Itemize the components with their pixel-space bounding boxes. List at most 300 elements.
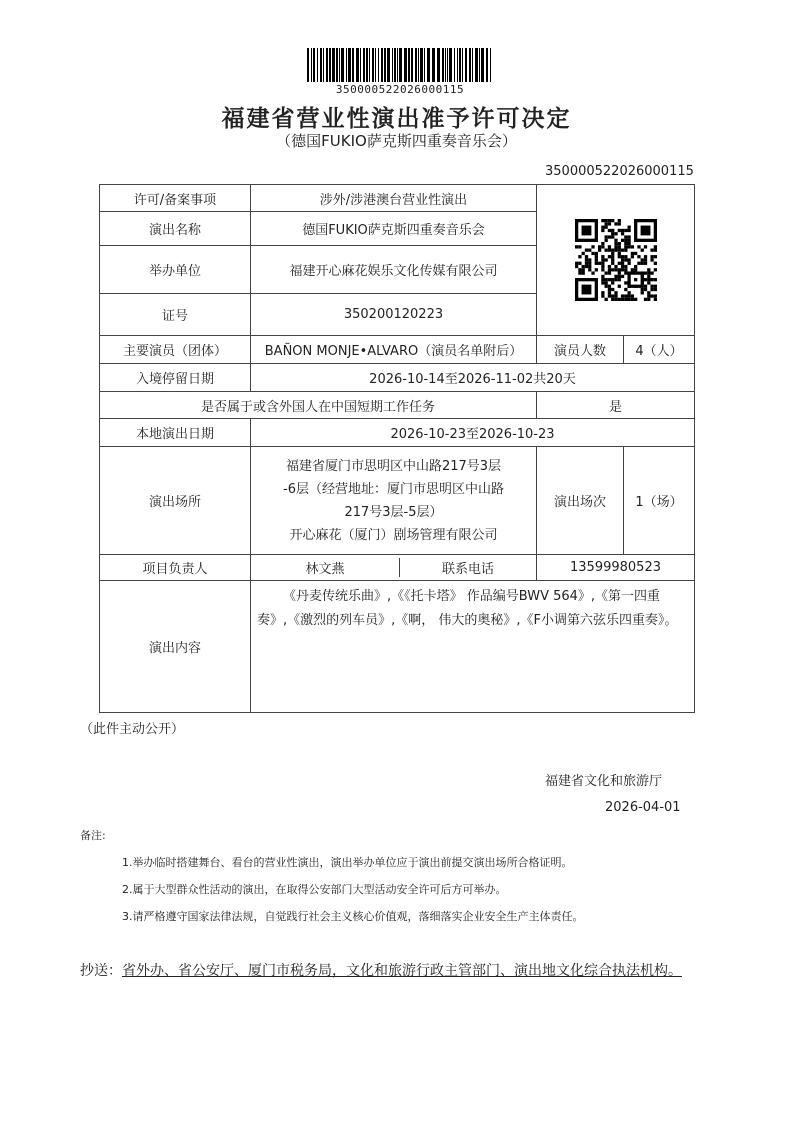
- barcode-bar: [384, 48, 386, 82]
- qr-module: [607, 285, 610, 288]
- qr-module: [614, 222, 617, 225]
- qr-module: [653, 245, 656, 248]
- qr-module: [617, 222, 620, 225]
- qr-module: [594, 255, 597, 258]
- qr-module: [643, 255, 646, 258]
- barcode-bar: [329, 48, 331, 82]
- qr-module: [614, 242, 617, 245]
- barcode-bar: [418, 48, 419, 82]
- value-performer-count: 4（人）: [624, 336, 695, 364]
- barcode-bar: [336, 48, 338, 82]
- label-manager: 项目负责人: [100, 555, 251, 581]
- qr-module: [601, 278, 604, 281]
- qr-module: [581, 265, 584, 268]
- qr-module: [620, 262, 623, 265]
- barcode-bar: [313, 48, 315, 82]
- qr-module: [650, 288, 653, 291]
- barcode-bar: [378, 48, 379, 82]
- qr-module: [591, 245, 594, 248]
- venue-line-1: 福建省厦门市思明区中山路217号3层: [285, 458, 502, 474]
- qr-module: [620, 294, 623, 297]
- qr-module: [653, 278, 656, 281]
- barcode-bar: [307, 48, 309, 82]
- qr-module: [584, 255, 587, 258]
- qr-module: [627, 298, 630, 301]
- value-show-name: 德国FUKIO萨克斯四重奏音乐会: [251, 212, 537, 246]
- qr-module: [617, 285, 620, 288]
- qr-module: [643, 262, 646, 265]
- row-venue: [100, 447, 695, 555]
- qr-module: [604, 239, 607, 242]
- qr-module: [588, 268, 591, 271]
- qr-module: [620, 268, 623, 271]
- qr-module: [643, 288, 646, 291]
- qr-module: [578, 262, 581, 265]
- row-stay-dates: [100, 364, 695, 392]
- qr-module: [630, 255, 633, 258]
- label-program: 演出内容: [100, 581, 251, 713]
- qr-module: [607, 249, 610, 252]
- qr-module: [588, 258, 591, 261]
- row-main-performers: [100, 336, 695, 364]
- qr-module: [575, 265, 578, 268]
- barcode-bar: [397, 48, 398, 82]
- qr-module: [653, 268, 656, 271]
- qr-module: [611, 252, 614, 255]
- barcode-bar: [372, 48, 374, 82]
- qr-module: [594, 268, 597, 271]
- qr-module: [630, 252, 633, 255]
- label-certificate: 证号: [100, 294, 251, 336]
- qr-module: [627, 239, 630, 242]
- qr-module: [650, 285, 653, 288]
- cc-section: [80, 958, 720, 984]
- barcode-bar: [311, 48, 312, 82]
- qr-module: [650, 271, 653, 274]
- barcode-bar: [352, 48, 354, 82]
- note-item-1: 1.举办临时搭建舞台、看台的营业性演出，演出举办单位应于演出前提交演出场所合格证明。: [122, 856, 573, 869]
- qr-module: [604, 298, 607, 301]
- qr-module: [647, 294, 650, 297]
- qr-module: [601, 262, 604, 265]
- barcode-bar: [459, 48, 461, 82]
- barcode-bar: [457, 48, 458, 82]
- qr-module: [607, 265, 610, 268]
- qr-module: [614, 245, 617, 248]
- barcode-bar: [490, 48, 491, 82]
- qr-module: [617, 275, 620, 278]
- qr-module: [617, 229, 620, 232]
- qr-module: [601, 258, 604, 261]
- qr-module: [640, 226, 650, 236]
- barcode-bar: [320, 48, 322, 82]
- row-program: [100, 581, 695, 713]
- qr-module: [620, 258, 623, 261]
- qr-module: [604, 278, 607, 281]
- barcode-bar: [462, 48, 463, 82]
- qr-module: [630, 294, 633, 297]
- qr-module: [627, 226, 630, 229]
- qr-module: [604, 285, 607, 288]
- barcode-bar: [415, 48, 417, 82]
- license-table: [99, 184, 695, 713]
- qr-module: [624, 245, 627, 248]
- qr-module: [650, 258, 653, 261]
- qr-module: [607, 222, 610, 225]
- qr-module: [650, 294, 653, 297]
- label-foreign-work: 是否属于或含外国人在中国短期工作任务: [100, 392, 537, 419]
- barcode-bar: [486, 48, 488, 82]
- barcode-bar: [341, 48, 344, 82]
- qr-module: [607, 245, 610, 248]
- qr-module: [604, 281, 607, 284]
- qr-module: [575, 262, 578, 265]
- qr-module: [624, 258, 627, 261]
- qr-module: [601, 226, 604, 229]
- qr-module: [604, 271, 607, 274]
- qr-module: [617, 271, 620, 274]
- qr-module: [604, 235, 607, 238]
- qr-module: [640, 258, 643, 261]
- qr-module: [620, 298, 623, 301]
- qr-module: [627, 258, 630, 261]
- qr-module: [607, 278, 610, 281]
- qr-module: [624, 271, 627, 274]
- qr-module: [611, 229, 614, 232]
- qr-module: [597, 262, 600, 265]
- row-local-dates: [100, 419, 695, 447]
- qr-module: [643, 271, 646, 274]
- document-title: 福建省营业性演出准予许可决定: [221, 106, 572, 132]
- qr-module: [607, 268, 610, 271]
- qr-module: [637, 262, 640, 265]
- qr-module: [601, 229, 604, 232]
- label-stay-dates: 入境停留日期: [100, 364, 251, 392]
- qr-module: [617, 242, 620, 245]
- qr-module: [634, 268, 637, 271]
- qr-module: [624, 298, 627, 301]
- barcode-bar: [387, 48, 390, 82]
- qr-module: [630, 245, 633, 248]
- qr-module: [597, 249, 600, 252]
- qr-module: [578, 245, 581, 248]
- qr-module: [643, 278, 646, 281]
- qr-module: [601, 219, 604, 222]
- barcode-bar: [392, 48, 393, 82]
- qr-module: [624, 294, 627, 297]
- value-program: 《丹麦传统乐曲》,《《托卡塔》 作品编号BWV 564》,《第一四重奏》,《激烈的列车员》,《啊， 伟大的奥秘》,《F小调第六弦乐四重奏》。: [251, 581, 695, 713]
- qr-module: [620, 249, 623, 252]
- qr-module: [643, 245, 646, 248]
- qr-module: [601, 255, 604, 258]
- barcode-bar: [469, 48, 471, 82]
- qr-module: [653, 262, 656, 265]
- qr-module: [614, 298, 617, 301]
- qr-module: [627, 245, 630, 248]
- barcode-bar: [317, 48, 318, 82]
- barcode-bar: [348, 48, 351, 82]
- qr-module: [607, 288, 610, 291]
- value-stay-dates: 2026-10-14至2026-11-02共20天: [251, 364, 695, 392]
- notes-label: 备注:: [80, 829, 106, 842]
- qr-module: [611, 249, 614, 252]
- qr-module: [604, 249, 607, 252]
- qr-cell: [537, 185, 695, 336]
- barcode-number: 350000522026000115: [335, 83, 465, 96]
- qr-module: [640, 262, 643, 265]
- qr-module: [653, 294, 656, 297]
- qr-module: [611, 278, 614, 281]
- qr-module: [581, 252, 584, 255]
- qr-module: [620, 275, 623, 278]
- qr-module: [591, 271, 594, 274]
- qr-module: [611, 288, 614, 291]
- qr-module: [614, 278, 617, 281]
- qr-module: [591, 252, 594, 255]
- qr-module: [611, 258, 614, 261]
- cc-recipients: 省外办、省公安厅、厦门市税务局，文化和旅游行政主管部门、演出地文化综合执法机构。: [122, 963, 682, 979]
- qr-module: [617, 252, 620, 255]
- qr-module: [640, 291, 643, 294]
- qr-module: [611, 235, 614, 238]
- qr-module: [620, 265, 623, 268]
- barcode-bar: [445, 48, 446, 82]
- label-performer-count: 演员人数: [537, 336, 624, 364]
- qr-module: [627, 294, 630, 297]
- qr-module: [634, 265, 637, 268]
- qr-module: [584, 265, 587, 268]
- qr-module: [611, 255, 614, 258]
- qr-module: [601, 245, 604, 248]
- qr-module: [620, 232, 623, 235]
- qr-module: [578, 271, 581, 274]
- qr-module: [614, 268, 617, 271]
- qr-module: [601, 268, 604, 271]
- qr-module: [650, 255, 653, 258]
- qr-module: [601, 294, 604, 297]
- document-number: 350000522026000115: [545, 164, 694, 179]
- qr-module: [607, 235, 610, 238]
- qr-module: [647, 291, 650, 294]
- note-item-3: 3.请严格遵守国家法律法规，自觉践行社会主义核心价值观，落细落实企业安全生产主体责任。: [122, 910, 584, 923]
- qr-module: [604, 258, 607, 261]
- qr-module: [643, 298, 646, 301]
- barcode-bar: [475, 48, 478, 82]
- qr-module: [611, 232, 614, 235]
- document-subtitle: （德国FUKIO萨克斯四重奏音乐会）: [276, 132, 517, 150]
- qr-module: [617, 298, 620, 301]
- qr-module: [617, 255, 620, 258]
- manager-split-cell: [251, 555, 537, 581]
- qr-module: [624, 242, 627, 245]
- barcode-bar: [356, 48, 359, 82]
- value-manager: 林文燕: [251, 558, 400, 577]
- qr-module: [594, 252, 597, 255]
- qr-module: [601, 281, 604, 284]
- barcode-bar: [363, 48, 365, 82]
- barcode-bar: [326, 48, 328, 82]
- row-license-type: [100, 185, 695, 212]
- qr-module: [611, 294, 614, 297]
- qr-module: [653, 285, 656, 288]
- qr-module: [653, 249, 656, 252]
- label-sessions: 演出场次: [537, 447, 624, 555]
- qr-module: [653, 298, 656, 301]
- value-license-type: 涉外/涉港澳台营业性演出: [251, 185, 537, 212]
- qr-module: [627, 262, 630, 265]
- qr-module: [653, 288, 656, 291]
- issue-date: 2026-04-01: [605, 800, 681, 815]
- row-manager: [100, 555, 695, 581]
- barcode-bar: [447, 48, 448, 82]
- label-phone: 联系电话: [441, 562, 494, 577]
- barcode-bar: [479, 48, 480, 82]
- qr-module: [594, 262, 597, 265]
- qr-module: [611, 268, 614, 271]
- qr-module: [604, 222, 607, 225]
- barcode-bar: [346, 48, 347, 82]
- qr-module: [624, 255, 627, 258]
- barcode-bar: [432, 48, 435, 82]
- value-foreign-work: 是: [537, 392, 695, 419]
- qr-module: [575, 245, 578, 248]
- qr-module: [594, 258, 597, 261]
- qr-module: [614, 249, 617, 252]
- qr-module: [620, 255, 623, 258]
- qr-module: [617, 245, 620, 248]
- qr-module: [627, 229, 630, 232]
- label-local-dates: 本地演出日期: [100, 419, 251, 447]
- qr-module: [647, 271, 650, 274]
- qr-module: [578, 255, 581, 258]
- qr-module: [617, 249, 620, 252]
- qr-module: [617, 262, 620, 265]
- qr-module: [607, 271, 610, 274]
- qr-module: [637, 245, 640, 248]
- qr-module: [584, 249, 587, 252]
- barcode-bar: [481, 48, 484, 82]
- qr-module: [624, 268, 627, 271]
- value-phone: 13599980523: [537, 555, 695, 581]
- qr-module: [601, 265, 604, 268]
- qr-module: [588, 262, 591, 265]
- value-venue: [251, 447, 537, 555]
- barcode-bar: [366, 48, 368, 82]
- qr-module: [630, 298, 633, 301]
- qr-module: [607, 291, 610, 294]
- barcode-bar: [323, 48, 324, 82]
- qr-module: [647, 298, 650, 301]
- qr-module: [647, 268, 650, 271]
- label-license-type: 许可/备案事项: [100, 185, 251, 212]
- qr-module: [647, 281, 650, 284]
- barcode-bar: [375, 48, 376, 82]
- qr-code-icon: [575, 219, 657, 301]
- qr-module: [624, 235, 627, 238]
- qr-module: [617, 219, 620, 222]
- qr-module: [627, 235, 630, 238]
- qr-module: [634, 298, 637, 301]
- qr-module: [614, 265, 617, 268]
- barcode-bar: [404, 48, 407, 82]
- qr-module: [607, 294, 610, 297]
- qr-module: [650, 249, 653, 252]
- qr-module: [647, 278, 650, 281]
- barcode-bar: [360, 48, 361, 82]
- qr-module: [614, 291, 617, 294]
- venue-line-3: 217号3层-5层）: [344, 504, 443, 520]
- venue-line-4: 开心麻花（厦门）剧场管理有限公司: [289, 527, 498, 543]
- qr-module: [607, 255, 610, 258]
- barcode-bar: [472, 48, 473, 82]
- qr-module: [581, 268, 584, 271]
- qr-module: [617, 268, 620, 271]
- qr-module: [650, 278, 653, 281]
- qr-module: [611, 262, 614, 265]
- issuer: 福建省文化和旅游厅: [545, 774, 663, 789]
- qr-module: [601, 291, 604, 294]
- qr-module: [588, 249, 591, 252]
- qr-module: [643, 258, 646, 261]
- qr-module: [584, 258, 587, 261]
- qr-module: [611, 281, 614, 284]
- qr-module: [607, 229, 610, 232]
- barcode-bar: [427, 48, 430, 82]
- qr-module: [643, 285, 646, 288]
- qr-module: [624, 239, 627, 242]
- qr-module: [581, 271, 584, 274]
- qr-module: [611, 219, 614, 222]
- barcode-bar: [399, 48, 402, 82]
- label-organizer: 举办单位: [100, 246, 251, 294]
- barcode-bar: [424, 48, 425, 82]
- qr-module: [597, 245, 600, 248]
- qr-module: [604, 226, 607, 229]
- qr-module: [647, 275, 650, 278]
- qr-module: [624, 281, 627, 284]
- barcode-bar: [449, 48, 452, 82]
- qr-module: [624, 229, 627, 232]
- barcode-bar: [411, 48, 413, 82]
- barcode-bar: [437, 48, 440, 82]
- value-organizer: 福建开心麻花娱乐文化传媒有限公司: [251, 246, 537, 294]
- value-sessions: 1（场）: [624, 447, 695, 555]
- cc-label: 抄送：: [80, 963, 122, 979]
- barcode-bar: [454, 48, 455, 82]
- qr-module: [611, 298, 614, 301]
- qr-module: [601, 275, 604, 278]
- qr-module: [627, 242, 630, 245]
- qr-module: [607, 219, 610, 222]
- value-local-dates: 2026-10-23至2026-10-23: [251, 419, 695, 447]
- qr-module: [588, 265, 591, 268]
- qr-module: [627, 291, 630, 294]
- note-item-2: 2.属于大型群众性活动的演出，在取得公安部门大型活动安全许可后方可举办。: [122, 883, 507, 896]
- qr-module: [634, 278, 637, 281]
- barcode-bar: [339, 48, 340, 82]
- qr-module: [604, 219, 607, 222]
- venue-line-2: -6层（经营地址：厦门市思明区中山路: [283, 481, 504, 497]
- qr-module: [601, 242, 604, 245]
- value-main-performers: BAÑON MONJE•ALVARO（演员名单附后）: [251, 336, 537, 364]
- value-certificate: 350200120223: [251, 294, 537, 336]
- label-main-performers: 主要演员（团体）: [100, 336, 251, 364]
- label-show-name: 演出名称: [100, 212, 251, 246]
- qr-module: [634, 252, 637, 255]
- barcode-bar: [465, 48, 467, 82]
- qr-module: [640, 249, 643, 252]
- qr-module: [617, 278, 620, 281]
